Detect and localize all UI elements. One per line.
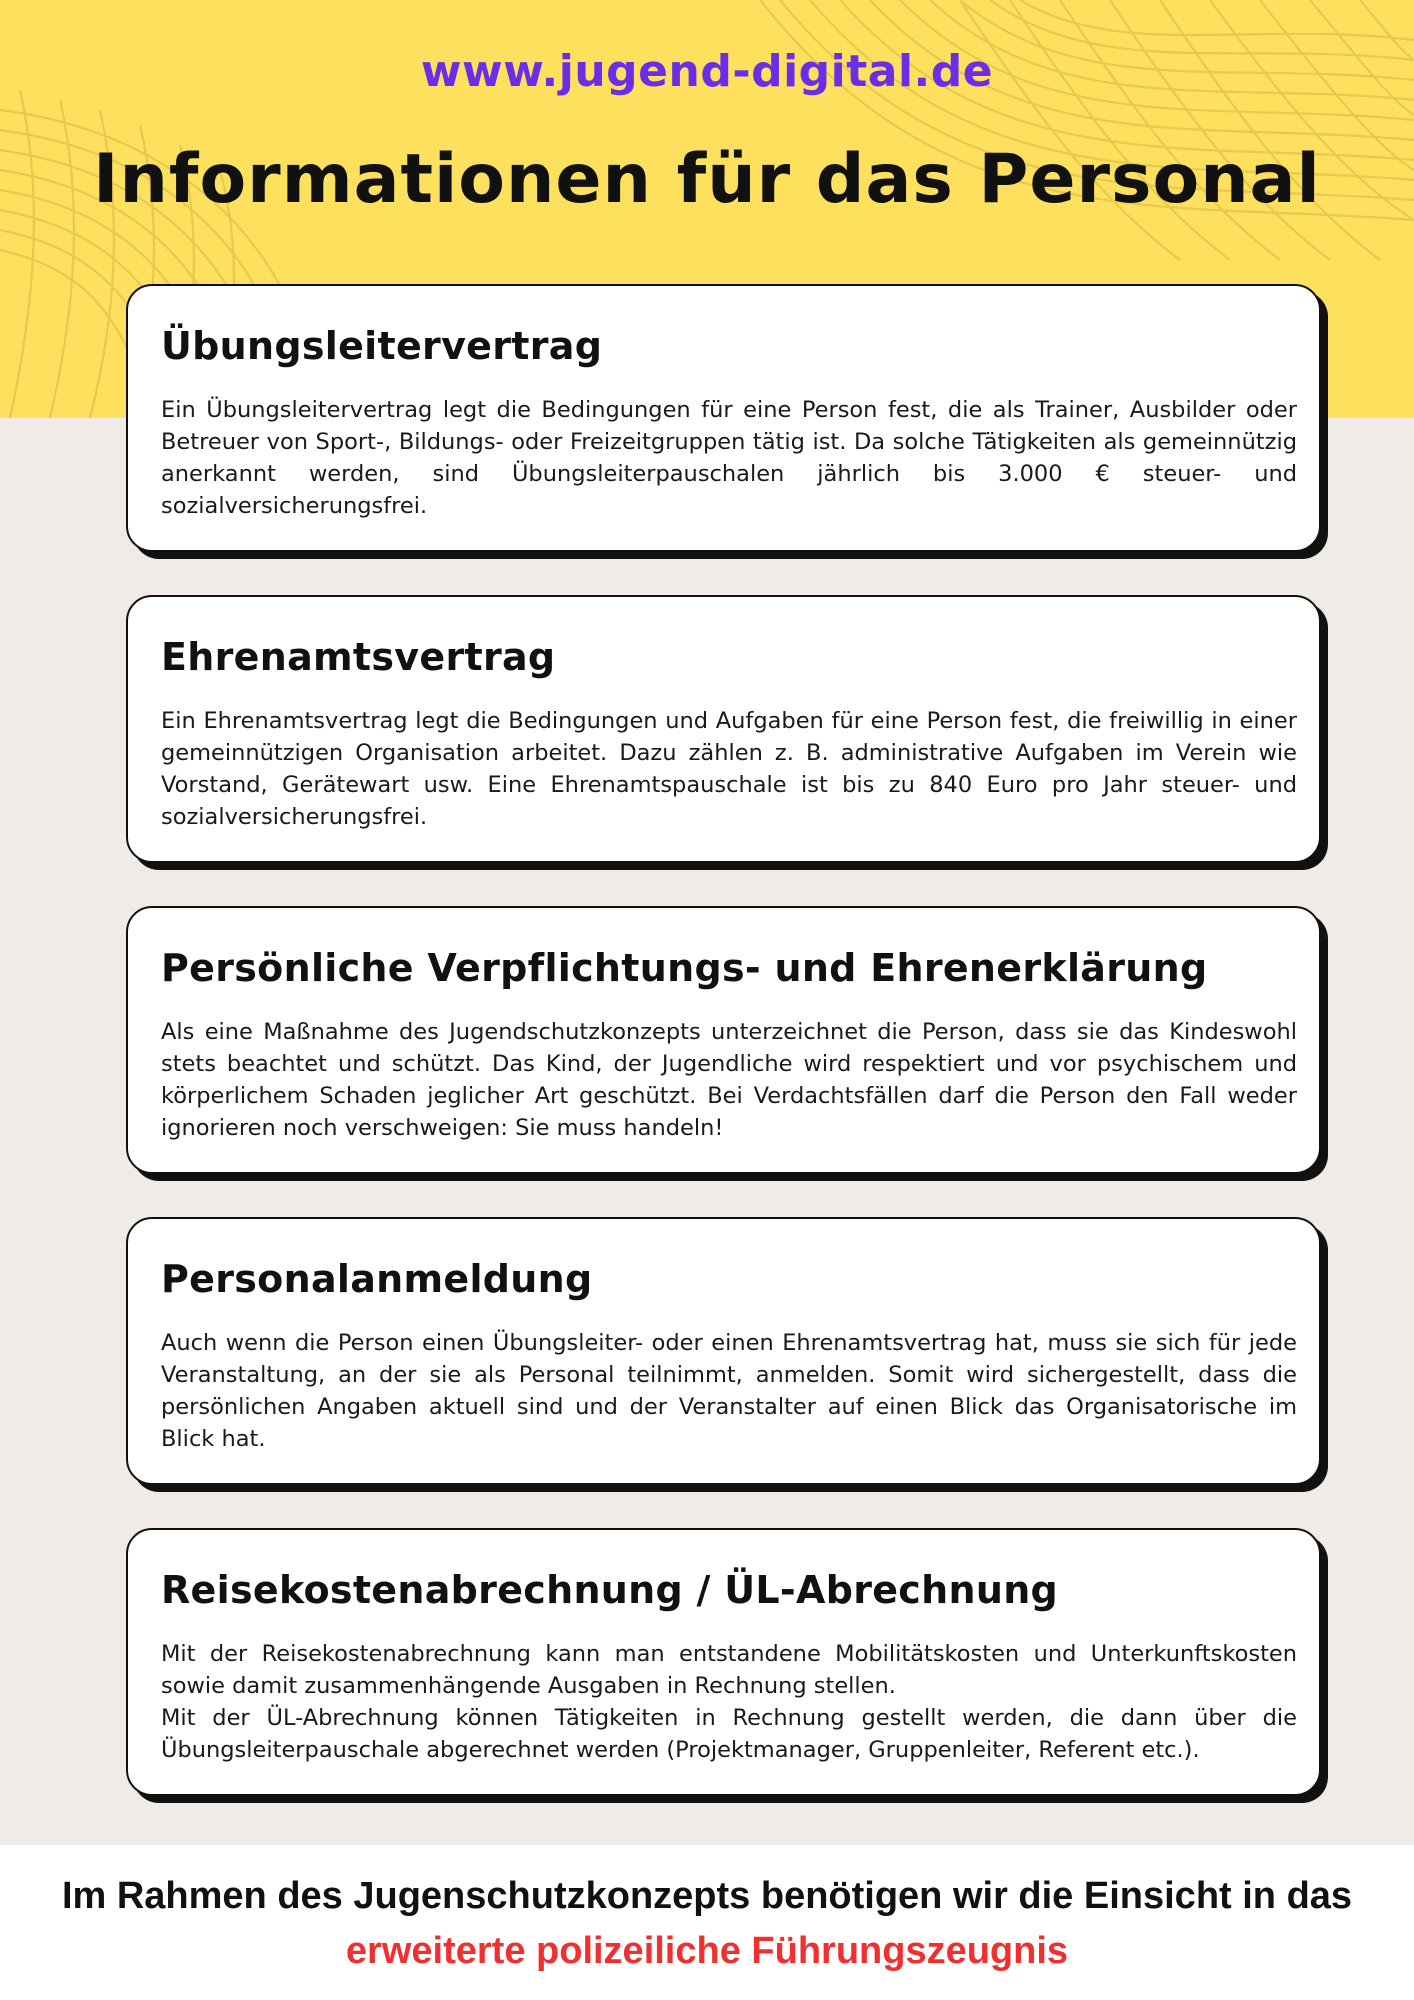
card-uebungsleitervertrag	[126, 284, 1321, 552]
card-reisekostenabrechnung	[126, 1528, 1321, 1796]
card-title: Übungsleitervertrag	[161, 324, 603, 368]
card-ehrenamtsvertrag	[126, 595, 1321, 863]
card-personalanmeldung	[126, 1217, 1321, 1485]
card-title: Personalanmeldung	[161, 1257, 593, 1301]
card-verpflichtungserklaerung	[126, 906, 1321, 1174]
card-text: Auch wenn die Person einen Übungsleiter- oder einen Ehrenamtsvertrag hat, muss sie sich für jede Veranstaltung, an der sie als Personal teilnimmt, anmelden. Somit wird sichergestellt, dass die persönlichen Angaben aktuell sind und der Veranstalter auf einen Blick das Organisatorische im Blick hat.	[161, 1330, 1297, 1452]
card-text: Ein Übungsleitervertrag legt die Bedingungen für eine Person fest, die als Trainer, Ausbilder oder Betreuer von Sport-, Bildungs- oder Freizeitgruppen tätig ist. Da solche Tätigkeiten als gemeinnützig anerkannt werden, sind Übungsleiterpauschalen jährlich bis 3.000 € steuer- und sozialversicherungsfrei.	[161, 397, 1297, 519]
website-url: www.jugend-digital.de	[420, 46, 994, 97]
card-title: Persönliche Verpflichtungs- und Ehrenerklärung	[161, 946, 1208, 990]
card-text: Mit der Reisekostenabrechnung kann man entstandene Mobilitätskosten und Unterkunftskosten sowie damit zusammenhängende Ausgaben in Rechnung stellen.	[161, 1641, 1297, 1699]
card-title: Reisekostenabrechnung / ÜL-Abrechnung	[161, 1568, 1059, 1612]
card-text: Als eine Maßnahme des Jugendschutzkonzepts unterzeichnet die Person, dass sie das Kindeswohl stets beachtet und schützt. Das Kind, der Jugendliche wird respektiert und vor psychischem und körperlichem Schaden jeglicher Art geschützt. Bei Verdachtsfällen darf die Person den Fall weder ignorieren noch verschweigen: Sie muss handeln!	[161, 1019, 1297, 1141]
card-text-second: Mit der ÜL-Abrechnung können Tätigkeiten in Rechnung gestellt werden, die dann über die Übungsleiterpauschale abgerechnet werden (Projektmanager, Gruppenleiter, Referent etc.).	[161, 1705, 1297, 1763]
footer-notice: Im Rahmen des Jugenschutzkonzepts benötigen wir die Einsicht in das	[61, 1875, 1353, 1917]
card-title: Ehrenamtsvertrag	[161, 635, 556, 679]
page-title: Informationen für das Personal	[93, 140, 1321, 219]
card-text: Ein Ehrenamtsvertrag legt die Bedingungen und Aufgaben für eine Person fest, die freiwillig in einer gemeinnützigen Organisation arbeitet. Dazu zählen z. B. administrative Aufgaben im Verein wie Vorstand, Gerätewart usw. Eine Ehrenamtspauschale ist bis zu 840 Euro pro Jahr steuer- und sozialversicherungsfrei.	[161, 708, 1297, 830]
footer-highlight: erweiterte polizeiliche Führungszeugnis	[345, 1930, 1069, 1972]
footer	[0, 1845, 1414, 2000]
